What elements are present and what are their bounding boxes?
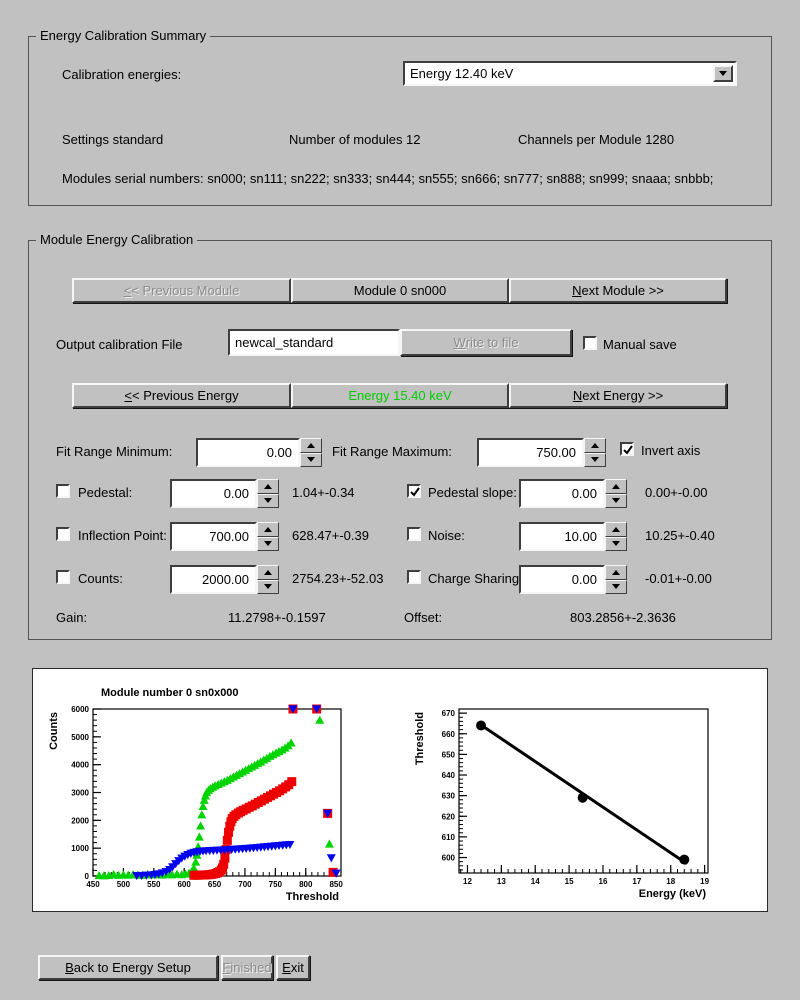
pedestal-fit-result: 1.04+-0.34: [292, 485, 355, 500]
x-tick-label: 850: [329, 880, 343, 889]
back-to-energy-setup-button[interactable]: [38, 955, 218, 980]
x-tick-label: 17: [632, 877, 642, 886]
plot-title: Module number 0 sn0x000: [101, 687, 239, 699]
write-to-file-button[interactable]: [400, 329, 572, 356]
offset-label: Offset:: [404, 610, 443, 625]
y-tick-label: 4000: [71, 760, 89, 770]
y-axis-title: Counts: [48, 712, 60, 750]
counts-fit-result: 2754.23+-52.03: [292, 571, 384, 586]
pedestal-input[interactable]: [170, 479, 257, 508]
spin-down-button[interactable]: [605, 494, 627, 509]
y-tick-label: 630: [441, 791, 455, 801]
inflection-point-value: 700.00: [209, 529, 249, 544]
spin-up-button[interactable]: [605, 479, 627, 494]
y-tick-label: 3000: [71, 788, 89, 798]
spin-up-button[interactable]: [257, 479, 279, 494]
inflection-point-checkbox[interactable]: [56, 527, 70, 541]
back-label: ack to Energy Setup: [73, 960, 191, 975]
y-tick-label: 6000: [71, 705, 89, 714]
pedestal-slope-spinner: [605, 479, 627, 508]
calibration-energy-dropdown[interactable]: [403, 61, 737, 86]
charge-sharing-spinner: [605, 565, 627, 594]
charge-sharing-checkbox[interactable]: [407, 570, 421, 584]
x-tick-label: 15: [564, 877, 574, 886]
previous-energy-button[interactable]: [72, 383, 291, 408]
pedestal-spinner: [257, 479, 279, 508]
fit-range-max-value: 750.00: [536, 445, 576, 460]
inflection-point-input[interactable]: [170, 522, 257, 551]
calibration-energy-dropdown-value: Energy 12.40 keV: [410, 66, 514, 81]
next-energy-button[interactable]: [509, 383, 727, 408]
next-module-label: ext Module >>: [581, 283, 664, 298]
spin-up-button[interactable]: [605, 565, 627, 580]
y-tick-label: 660: [441, 729, 455, 739]
pedestal-slope-value: 0.00: [571, 486, 597, 501]
spin-down-button[interactable]: [257, 537, 279, 552]
gain-value: 11.2798+-0.1597: [228, 610, 326, 625]
spin-up-button[interactable]: [605, 522, 627, 537]
spin-down-button[interactable]: [257, 580, 279, 595]
previous-module-button[interactable]: [72, 278, 291, 303]
fit-range-max-input[interactable]: [477, 438, 584, 467]
y-tick-label: 670: [441, 709, 455, 719]
number-of-modules-label: Number of modules 12: [289, 132, 421, 147]
noise-checkbox[interactable]: [407, 527, 421, 541]
exit-button[interactable]: [276, 955, 310, 980]
previous-module-label: < Previous Module: [131, 283, 240, 298]
x-tick-label: 12: [463, 877, 472, 886]
finished-button[interactable]: [221, 955, 273, 980]
x-axis-title: Threshold: [285, 891, 339, 903]
pedestal-slope-checkbox[interactable]: [407, 484, 421, 498]
next-energy-mnemonic: N: [572, 388, 583, 403]
pedestal-value: 0.00: [223, 486, 249, 501]
noise-input[interactable]: [519, 522, 605, 551]
previous-module-mnemonic: <: [123, 283, 132, 298]
summary-group-title: Energy Calibration Summary: [36, 28, 210, 43]
calibration-energies-label: Calibration energies:: [62, 67, 182, 82]
charge-sharing-value: 0.00: [571, 572, 597, 587]
series-scan-energy-18.40keV: [132, 705, 340, 880]
output-file-value: newcal_standard: [235, 335, 334, 350]
output-file-input[interactable]: [228, 329, 400, 356]
manual-save-label: Manual save: [603, 337, 677, 352]
counts-label: Counts:: [78, 571, 123, 586]
y-tick-label: 0: [84, 872, 89, 881]
charge-sharing-fit-result: -0.01+-0.00: [645, 571, 712, 586]
module-calibration-group-title: Module Energy Calibration: [36, 232, 197, 247]
exit-label: xit: [290, 960, 304, 975]
current-energy-label: Energy 15.40 keV: [348, 388, 452, 403]
spin-up-button[interactable]: [584, 438, 606, 453]
x-tick-label: 650: [207, 880, 222, 889]
x-tick-label: 500: [116, 880, 131, 889]
back-mnemonic: B: [65, 960, 74, 975]
write-to-file-label: rite to file: [465, 335, 519, 350]
fit-range-min-spinner: [300, 438, 322, 467]
spin-up-button[interactable]: [257, 565, 279, 580]
y-tick-label: 600: [441, 853, 455, 863]
exit-mnemonic: E: [282, 960, 291, 975]
write-to-file-mnemonic: W: [453, 335, 466, 350]
invert-axis-label: Invert axis: [641, 443, 701, 458]
current-module-button[interactable]: [291, 278, 509, 303]
finished-label: inished: [230, 960, 272, 975]
x-tick-label: 13: [496, 877, 506, 886]
inflection-point-label: Inflection Point:: [78, 528, 167, 543]
x-tick-label: 700: [238, 880, 252, 889]
noise-fit-result: 10.25+-0.40: [645, 528, 715, 543]
y-tick-label: 2000: [71, 816, 89, 826]
module-serial-numbers-label: Modules serial numbers: sn000; sn111; sn222; sn333; sn444; sn555; sn666; sn777; sn888; sn999; snaaa; snbbb;: [62, 171, 714, 186]
counts-value: 2000.00: [202, 572, 249, 587]
counts-spinner: [257, 565, 279, 594]
next-module-button[interactable]: [509, 278, 727, 303]
spin-down-button[interactable]: [257, 494, 279, 509]
x-tick-label: 450: [86, 880, 100, 889]
gain-label: Gain:: [56, 610, 88, 625]
x-tick-label: 19: [700, 877, 710, 886]
dropdown-arrow-icon[interactable]: [713, 65, 733, 82]
x-tick-label: 550: [147, 880, 161, 889]
y-tick-label: 5000: [71, 732, 89, 742]
counts-input[interactable]: [170, 565, 257, 594]
spin-down-button[interactable]: [605, 537, 627, 552]
fit-range-min-value: 0.00: [266, 445, 292, 460]
fit-range-min-label: Fit Range Minimum:: [56, 444, 173, 459]
checkmark-icon: [409, 486, 423, 500]
pedestal-slope-fit-result: 0.00+-0.00: [645, 485, 708, 500]
charge-sharing-label: Charge Sharing: [428, 571, 520, 586]
y-tick-label: 650: [441, 750, 455, 760]
pedestal-slope-label: Pedestal slope:: [428, 485, 517, 500]
current-energy-button[interactable]: [291, 383, 509, 408]
finished-mnemonic: F: [222, 960, 231, 975]
fit-range-max-spinner: [584, 438, 606, 467]
channels-per-module-label: Channels per Module 1280: [518, 132, 675, 147]
noise-value: 10.00: [564, 529, 597, 544]
root-plot-canvas: [32, 668, 768, 912]
y-axis-title: Threshold: [414, 712, 426, 766]
previous-energy-mnemonic: <: [124, 388, 132, 403]
x-tick-label: 800: [299, 880, 313, 889]
spin-up-button[interactable]: [300, 438, 322, 453]
inflection-point-spinner: [257, 522, 279, 551]
x-tick-label: 18: [666, 877, 676, 886]
output-file-label: Output calibration File: [56, 337, 183, 352]
x-tick-label: 750: [268, 880, 283, 889]
noise-label: Noise:: [428, 528, 465, 543]
x-tick-label: 16: [598, 877, 608, 886]
y-tick-label: 1000: [71, 844, 89, 854]
pedestal-label: Pedestal:: [78, 485, 133, 500]
invert-axis-checkbox[interactable]: [620, 442, 634, 456]
pedestal-slope-input[interactable]: [519, 479, 605, 508]
fit-range-max-label: Fit Range Maximum:: [332, 444, 452, 459]
checkmark-icon: [622, 444, 636, 458]
manual-save-checkbox[interactable]: [583, 336, 597, 350]
spin-down-button[interactable]: [300, 453, 322, 468]
x-tick-label: 600: [177, 880, 191, 889]
pedestal-checkbox[interactable]: [56, 484, 70, 498]
x-axis-title: Energy (keV): [638, 888, 706, 900]
charge-sharing-input[interactable]: [519, 565, 605, 594]
next-energy-label: ext Energy >>: [582, 388, 664, 403]
next-module-mnemonic: N: [572, 283, 582, 298]
previous-energy-label: < Previous Energy: [132, 388, 239, 403]
y-tick-label: 610: [441, 832, 455, 842]
spin-up-button[interactable]: [257, 522, 279, 537]
fit-range-min-input[interactable]: [196, 438, 300, 467]
y-tick-label: 620: [441, 812, 455, 822]
noise-spinner: [605, 522, 627, 551]
y-tick-label: 640: [441, 771, 455, 781]
current-module-label: Module 0 sn000: [353, 283, 447, 298]
spin-down-button[interactable]: [605, 580, 627, 595]
spin-down-button[interactable]: [584, 453, 606, 468]
settings-label: Settings standard: [62, 132, 164, 147]
inflection-point-fit-result: 628.47+-0.39: [292, 528, 369, 543]
counts-checkbox[interactable]: [56, 570, 70, 584]
x-tick-label: 14: [530, 877, 540, 886]
offset-value: 803.2856+-2.3636: [570, 610, 676, 625]
